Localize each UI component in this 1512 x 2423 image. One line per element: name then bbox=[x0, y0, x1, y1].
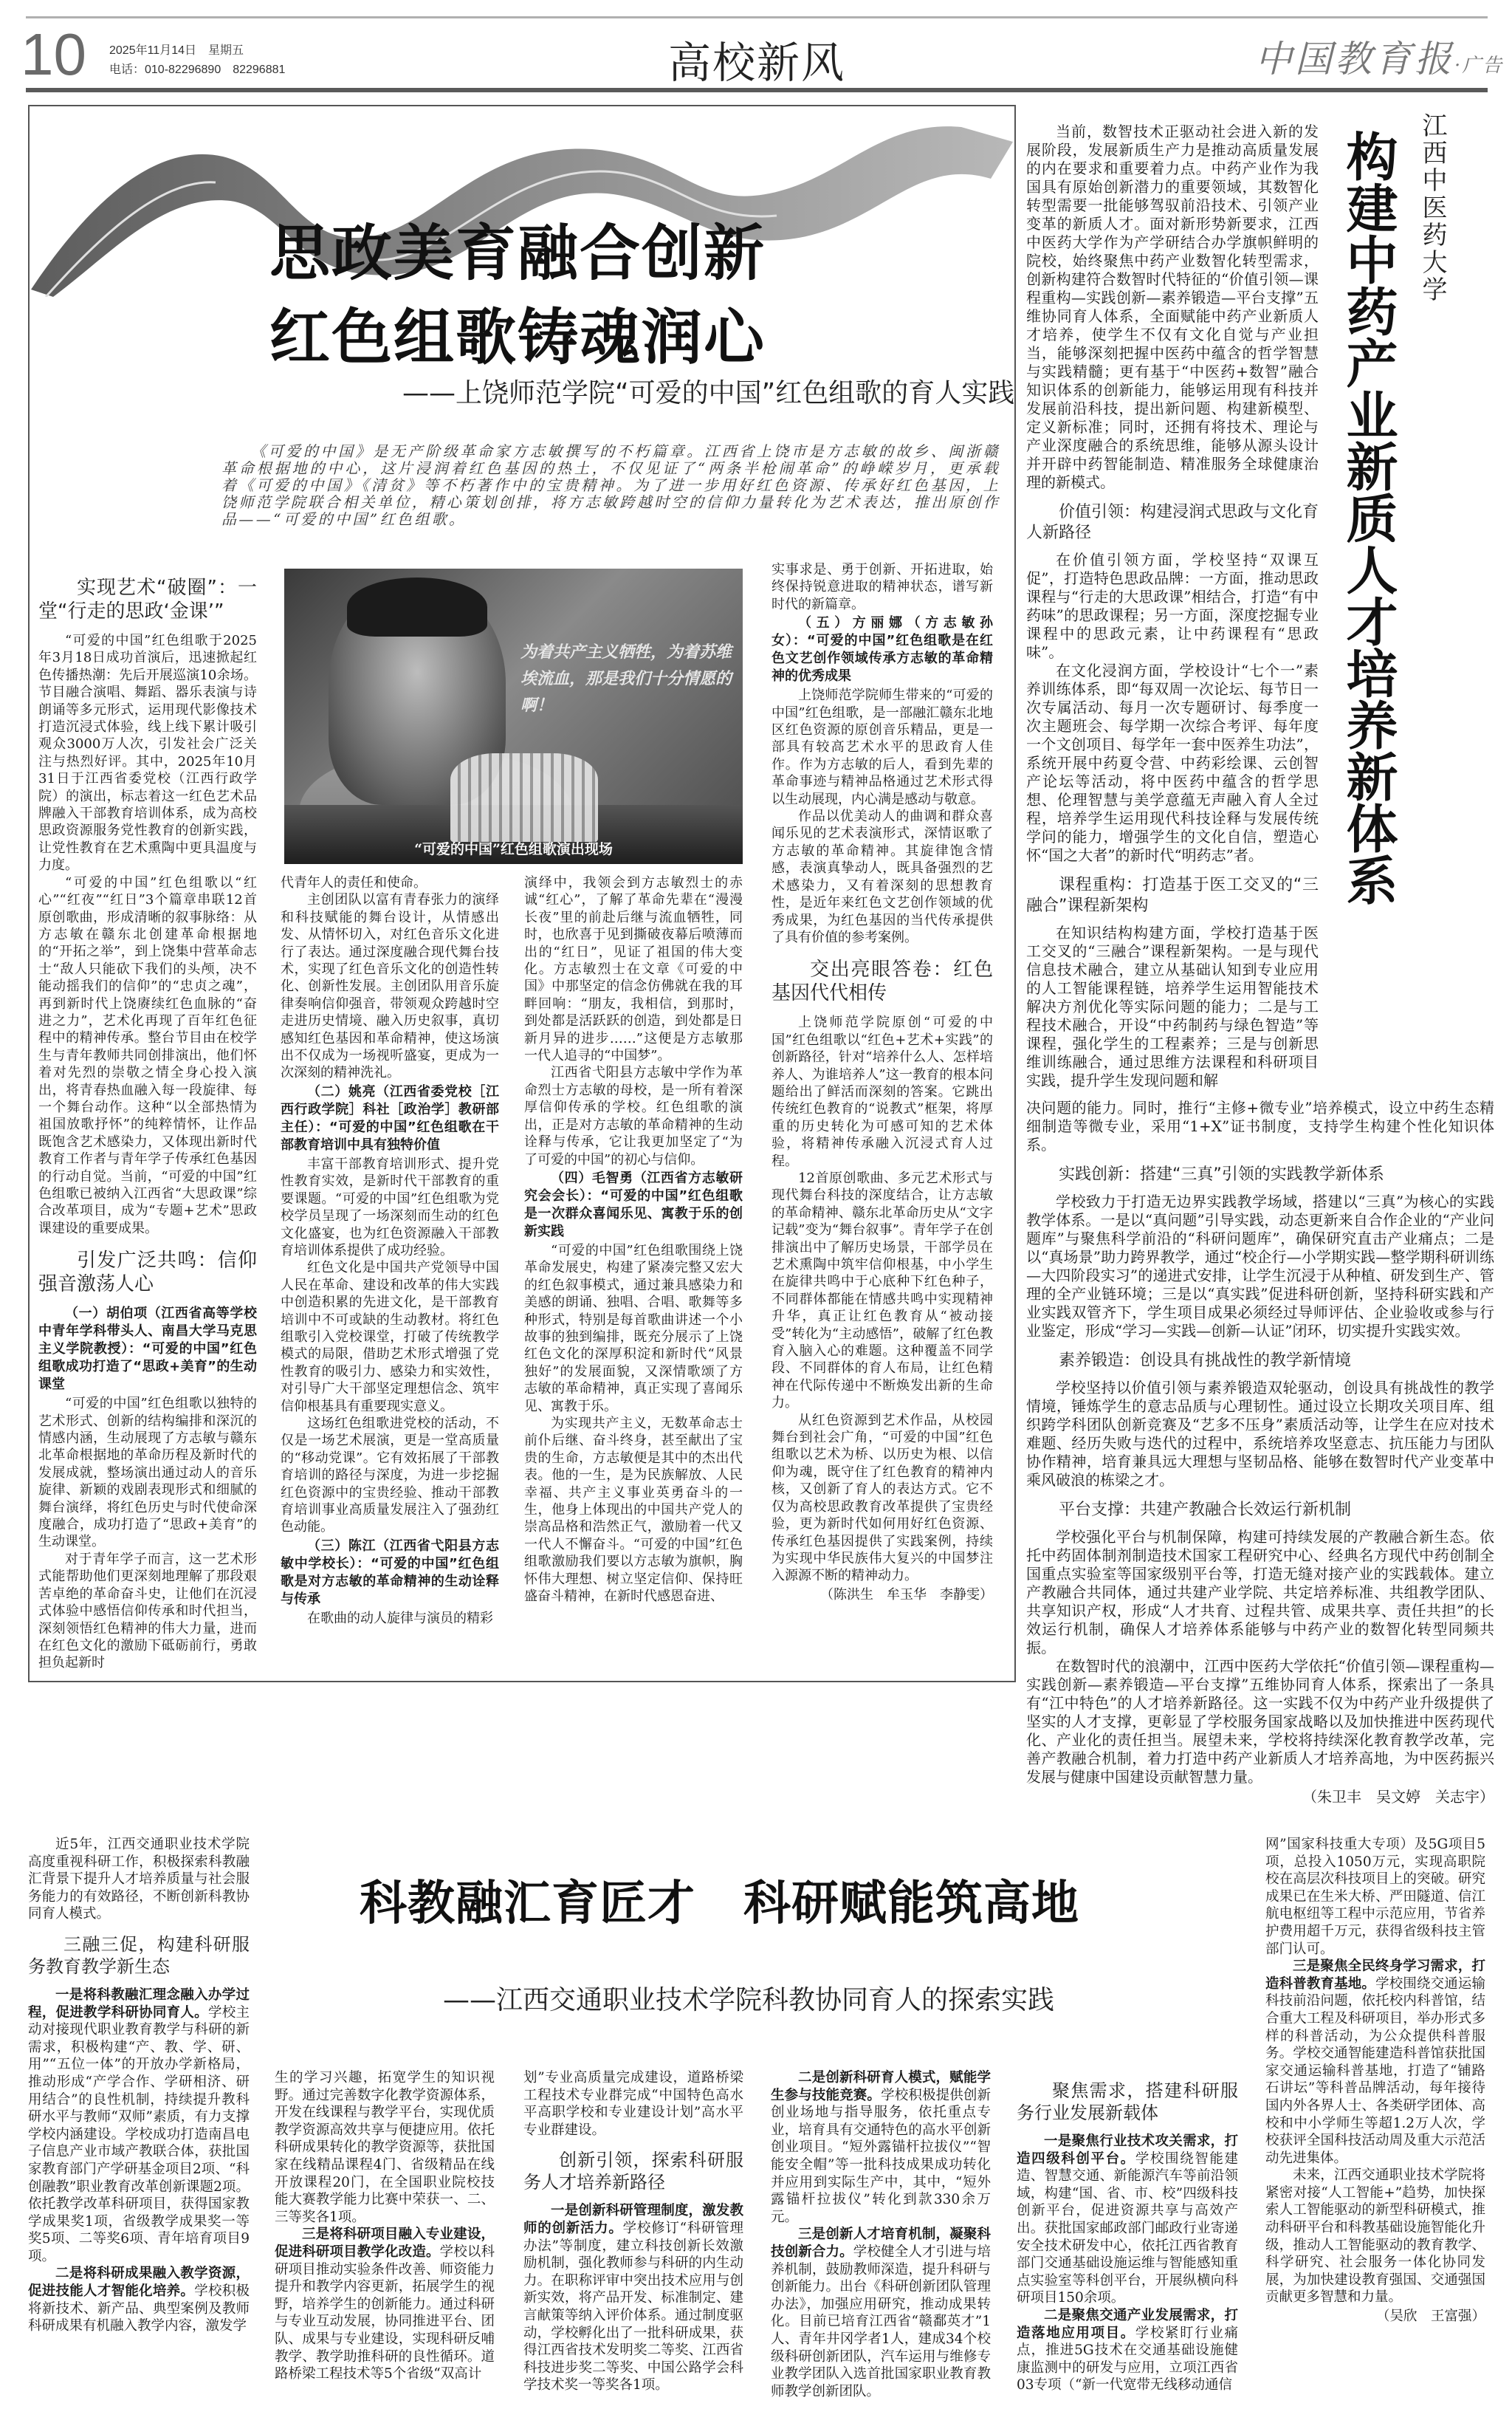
top-article-intro: 《可爱的中国》是无产阶级革命家方志敏撰写的不朽篇章。江西省上饶市是方志敏的故乡、闽浙赣革命根据地的中心，这片浸润着红色基因的热土，不仅见证了“两条半枪闹革命”的峥嵘岁月，更承载着《可爱的中国》《清贫》等不朽著作中的宝贵精神。为了进一步用好红色资源、传承好红色基因，上饶师范学院联合相关单位，精心策划创排，将方志敏跨越时空的信仰力量转化为艺术表达，推出原创作品——“可爱的中国”红色组歌。 bbox=[221, 442, 1000, 528]
paragraph: “可爱的中国”红色组歌以“红心”“红夜”“红日”3个篇章串联12首原创歌曲，形成清晰的叙事脉络：从方志敏在赣东北创建革命根据地的“开拓之举”，到上饶集中营革命志士“敌人只能砍下我们的头颅，决不能动摇我们的信仰”的“忠贞之魂”，再到新时代上饶赓续红色血脉的“奋进之力”，艺术化再现了百年红色征程中的精神传承。整台节目由在校学生与青年教师共同创排演出，他们怀着对先烈的崇敬之情全身心投入演出，将青春热血融入每一段旋律、每一个舞台动作。这种“以全部热情为祖国放歌抒怀”的纯粹情怀，让作品既饱含艺术感染力，又体现出新时代教育工作者与青年学子传承红色基因的行动自觉。当前，“可爱的中国”红色组歌已被纳入江西省“大思政课”综合改革项目，成为“专题+艺术”思政课建设的重要成果。 bbox=[38, 874, 257, 1236]
section-heading: 创新引领，探索科研服务人才培养新路径 bbox=[523, 2150, 743, 2193]
section-heading: 课程重构：打造基于医工交叉的“三融合”课程新架构 bbox=[1026, 876, 1319, 915]
paragraph-body: 学校主动对接现代职业教育教学与科研的新需求，积极构建“产、教、学、研、用”“五位一体”的开放办学新格局，推动形成“产学合作、学研相济、研用结合”的良性机制，持续提升教科研水平与教师“双师”素质，有力支撑学校内涵建设。学校成功打造南昌电子信息产业市域产教联合体，获批国家教育部门产学研基金项目2项、“科创融教”职业教育改革创新课题2项。依托教学改革科研项目，获得国家教学成果奖1项，省级教学成果奖一等奖5项、二等奖6项、青年培育项目9项。 bbox=[28, 2004, 250, 2264]
paragraph-lead: 二是聚焦交通产业发展需求，打造落地应用项目。 bbox=[1017, 2307, 1238, 2341]
subheading: （五）方丽娜（方志敏孙女）：“可爱的中国”红色组歌是在红色文艺创作领域传承方志敏的革命精神的优秀成果 bbox=[772, 615, 993, 685]
subheading: （二）姚亮（江西省委党校［江西行政学院］科社［政治学］教研部主任）：“可爱的中国”红色组歌在干部教育培训中具有独特价值 bbox=[281, 1083, 499, 1153]
paragraph: 在文化浸润方面，学校设计“七个一”素养训练体系，即“每双周一次论坛、每节日一次专属活动、每月一次专题研讨、每季度一次主题班会、每学期一次综合考评、每年度一个文创项目、每学年一套中医养生功法”，系统开展中药夏令营、中药彩绘课、云创智产论坛等活动，将中医药中蕴含的哲学思想、伦理智慧与美学意蕴无声融入育人全过程，培养学生运用现代科技诠释与发展传统学问的能力，增强学生的文化自信，塑造心怀“国之大者”的新时代“明药志”者。 bbox=[1026, 662, 1319, 864]
paragraph: 为实现共产主义，无数革命志士前仆后继、奋斗终身，甚至献出了宝贵的生命，方志敏便是其中的杰出代表。他的一生，是为民族解放、人民幸福、共产主义事业英勇奋斗的一生，他身上体现出的中国共产党人的崇高品格和浩然正气，激励着一代又一代人不懈奋斗。“可爱的中国”红色组歌激励我们要以方志敏为旗帜，胸怀伟大理想、树立坚定信仰、保持旺盛奋斗精神，在新时代感恩奋进、 bbox=[524, 1415, 743, 1605]
paragraph: 对于青年学子而言，这一艺术形式能帮助他们更深刻地理解了那段艰苦卓绝的革命奋斗史，让他们在沉浸式体验中感悟信仰传承和时代担当，深刻领悟红色精神的伟大力量，进而在红色文化的激励下砥砺前行，勇敢担负起新时 bbox=[38, 1551, 257, 1671]
bottom-article-column-6 bbox=[1265, 1836, 1485, 2326]
section-heading: 素养锻造：创设具有挑战性的教学新情境 bbox=[1059, 1351, 1352, 1370]
paragraph: 在歌曲的动人旋律与演员的精彩 bbox=[307, 1610, 493, 1626]
paragraph: 从红色资源到艺术作品，从校园舞台到社会广角，“可爱的中国”红色组歌以艺术为桥、以历史为根、以信仰为魂，既守住了红色教育的精神内核，又创新了育人的表达方式。它不仅为高校思政教育改革提供了宝贵经验，更为新时代如何用好红色资源、传承红色基因提供了实践案例，持续为实现中华民族伟大复兴的中国梦注入源源不断的精神动力。 bbox=[772, 1412, 993, 1584]
photo-caption: “可爱的中国”红色组歌演出现场 bbox=[414, 841, 613, 857]
paragraph-continued: 代青年人的责任和使命。 bbox=[281, 875, 427, 891]
paragraph-body: 学校紧盯行业痛点，推进5G技术在交通基础设施健康监测中的研发与应用，立项江西省03专项（“新一代宽带无线移动通信 bbox=[1017, 2325, 1238, 2393]
paragraph: 近5年，江西交通职业技术学院高度重视科研工作，积极探索科教融汇背景下提升人才培养质量与社会服务能力的有效路径，不断创新科教协同育人模式。 bbox=[28, 1837, 250, 1922]
paragraph bbox=[28, 2265, 250, 2334]
paragraph-continued: 生的学习兴趣，拓宽学生的知识视野。通过完善数字化教学资源体系，开发在线课程与教学平台，实现优质教学资源高效共享与便捷应用。依托科研成果转化的教学资源等，获批国家在线精品课程4门、省级精品在线开放课程20门，在全国职业院校技能大赛教学能力比赛中荣获一、二、三等奖各1项。 bbox=[275, 2070, 495, 2225]
paragraph bbox=[1017, 2133, 1238, 2307]
paragraph-body: 学校围绕智能建造、智慧交通、新能源汽车等前沿领域，构建“国、省、市、校”四级科技创新平台，促进资源共享与高效产出。获批国家邮政部门邮政行业寄递安全技术研发中心，依托江西省教育部门交通基础设施运维与智能感知重点实验室等科创平台，开展纵横向科研项目150余项。 bbox=[1017, 2150, 1238, 2306]
paragraph-lead: 三是将科研项目融入专业建设，促进科研项目教学化改造。 bbox=[275, 2227, 495, 2260]
top-article-subtitle: ——上饶师范学院“可爱的中国”红色组歌的育人实践 bbox=[402, 378, 1015, 408]
section-heading: 实现艺术“破圈”：一堂“行走的思政‘金课’” bbox=[38, 577, 257, 623]
paragraph bbox=[28, 1987, 250, 2266]
subheading: （一）胡伯项（江西省高等学校中青年学科带头人、南昌大学马克思主义学院教授）：“可爱的中国”红色组歌成功打造了“思政+美育”的生动课堂 bbox=[38, 1306, 257, 1393]
bottom-article-column-2 bbox=[275, 2069, 495, 2383]
paragraph: “可爱的中国”红色组歌于2025年3月18日成功首演后，迅速掀起红色传播热潮：先后开展巡演10余场。节目融合演唱、舞蹈、器乐表演与诗朗诵等多元形式，运用现代影像技术打造沉浸式体验，线上线下累计吸引观众3000万人次，引发社会广泛关注与热烈好评。其中，2025年10月31日于江西省委党校（江西行政学院）的演出，标志着这一红色艺术品牌融入干部教育培训体系，成为高校思政资源服务党性教育的创新实践，让党性教育在艺术熏陶中更具温度与力度。 bbox=[38, 633, 257, 874]
paragraph-lead: 二是创新科研育人模式，赋能学生参与技能竞赛。 bbox=[771, 2070, 991, 2103]
paragraph bbox=[771, 2226, 991, 2400]
section-heading: 平台支撑：共建产教融合长效运行新机制 bbox=[1059, 1501, 1352, 1519]
byline: （陈洪生 牟玉华 李静雯） bbox=[820, 1586, 993, 1603]
top-article-column-2 bbox=[281, 874, 499, 1627]
paragraph: “可爱的中国”红色组歌围绕上饶革命发展史，构建了紧凑完整又宏大的红色叙事模式，通过兼具感染力和美感的朗诵、独唱、合唱、歌舞等多种形式，特别是每首歌曲讲述一个小故事的独到编排，既充分展示了上饶红色文化的深厚积淀和新时代“风景独好”的发展面貌，又深情歌颂了方志敏的革命精神，真正实现了喜闻乐见、寓教于乐。 bbox=[524, 1242, 743, 1414]
paragraph-body: 学校积极提供创新创业场地与指导服务，依托重点专业，培育具有交通特色的高水平创新创业项目。“短外露锚杆拉拔仪”“智能安全帽”等一批科技成果成功转化并应用到实际生产中，其中，“短外露锚杆拉拔仪”转化到款330余万元。 bbox=[771, 2087, 991, 2225]
paragraph-lead: 三是聚焦全民终身学习需求，打造科普教育基地。 bbox=[1265, 1958, 1485, 1992]
right-article-column-wide bbox=[1026, 1099, 1494, 1806]
paragraph-body: 学校围绕交通运输科技前沿问题，依托校内科普馆，结合重大工程及科研项目，举办形式多样的科普活动，为公众提供科普服务。学校交通智能建造科普馆获批国家交通运输科普基地，打造了“铺路石讲坛”等科普品牌活动，每年接待国内外各界人士、各类研学团体、高校和中小学师生等超1.2万人次，学校获评全国科技活动周及重大示范活动先进集体。 bbox=[1265, 1975, 1485, 2166]
paragraph-body: 学校以科研项目推动实验条件改善、师资能力提升和教学内容更新，拓展学生的视野，培养学生的创新能力。通过科研与专业互动发展，协同推进平台、团队、成果与专业建设，实现科研反哺教学、教学助推科研的良性循环。道路桥梁工程技术等5个省级“双高计 bbox=[275, 2244, 495, 2382]
paragraph-lead: 一是聚焦行业技术攻关需求，打造四级科创平台。 bbox=[1017, 2134, 1238, 2167]
paragraph: 红色文化是中国共产党领导中国人民在革命、建设和改革的伟大实践中创造积累的先进文化，是干部教育培训中不可或缺的生动教材。将红色组歌引入党校课堂，打破了传统教学模式的局限，借助艺术形式增强了党性教育的吸引力、感染力和实效性，对引导广大干部坚定理想信念、筑牢信仰根基具有重要现实意义。 bbox=[281, 1260, 499, 1414]
paragraph: 学校致力于打造无边界实践教学场域，搭建以“三真”为核心的实践教学体系。一是以“真问题”引导实践，动态更新来自合作企业的“产业问题库”与聚焦科学前沿的“科研问题库”，确保研究直击产业痛点；二是以“真场景”助力跨界教学，通过“校企行—小学期实践—整学期科研训练—大四阶段实习”的递进式安排，让学生沉浸于从种植、研发到生产、管理的全产业链环境；三是以“真实践”促进科研创新，坚持科研实践和产业实践双管齐下，学生项目成果必须经过导师评估、企业验收或参与行业鉴定，形成“学习—实践—创新—认证”闭环，切实提升实践实效。 bbox=[1026, 1193, 1494, 1340]
paragraph: 学校强化平台与机制保障，构建可持续发展的产教融合新生态。依托中药固体制剂制造技术国家工程研究中心、经典名方现代中药创制全国重点实验室等国家级别平台等，打造无缝对接产业的实践载体。建立产教融合共同体，通过共建产业学院、共定培养标准、共组教学团队、共享知识产权，形成“人才共育、过程共管、成果共享、责任共担”的长效运行机制，确保人才培养体系能够与中药产业的数智化转型同频共振。 bbox=[1026, 1528, 1494, 1656]
subheading: （四）毛智勇（江西省方志敏研究会会长）：“可爱的中国”红色组歌是一次群众喜闻乐见、寓教于乐的创新实践 bbox=[524, 1170, 743, 1239]
photo-screen-lettering: 为着共产主义牺牲，为着苏维埃流血，那是我们十分情愿的啊！ bbox=[520, 642, 732, 715]
paragraph bbox=[275, 2226, 495, 2382]
right-article-title: 构建中药产业新质人才培养新体系 bbox=[1338, 130, 1398, 905]
paragraph: 上饶师范学院原创“可爱的中国”红色组歌以“红色+艺术+实践”的创新路径，针对“培养什么人、怎样培养人、为谁培养人”这一教育的根本问题给出了鲜活而深刻的答案。它跳出传统红色教育的“说教式”框架，将厚重的历史转化为可感可知的艺术体验，将精神传承融入沉浸式育人过程。 bbox=[772, 1015, 993, 1169]
paragraph-body: 学校健全人才引进与培养机制，鼓励教师深造，提升科研与创新能力。出台《科研创新团队管理办法》，加强应用研究，推动成果转化。目前已培育江西省“赣鄱英才”1人、青年井冈学者1人，建成34个校级科研创新团队，汽车运用与维修专业教学团队入选首批国家职业教育教师教学创新团队。 bbox=[771, 2244, 991, 2399]
paragraph: 上饶师范学院师生带来的“可爱的中国”红色组歌，是一部融汇赣东北地区红色资源的原创音乐精品，更是一部具有较高艺术水平的思政育人佳作。作为方志敏的后人，看到先辈的革命事迹与精神品格通过艺术形式得以生动展现，内心满是感动与敬意。 bbox=[772, 688, 993, 807]
paragraph: 在价值引领方面，学校坚持“双课互促”，打造特色思政品牌：一方面，推动思政课程与“行走的大思政课”相结合，打造“有中药味”的思政课程；另一方面，深度挖掘专业课程中的思政元素，让中药课程有“思政味”。 bbox=[1026, 551, 1319, 661]
paragraph bbox=[1017, 2307, 1238, 2394]
portrait-hair-shape bbox=[347, 578, 487, 637]
paragraph: 当前，数智技术正驱动社会进入新的发展阶段，发展新质生产力是推动高质量发展的内在要求和重要着力点。中药产业作为我国具有原始创新潜力的重要领域，其数智化转型需要一批能够驾驭前沿技术、引领产业变革的新质人才。面对新形势新要求，江西中医药大学作为产学研结合办学旗帜鲜明的院校，始终聚焦中药产业数智化转型需求，创新构建符合数智时代特征的“价值引领—课程重构—实践创新—素养锻造—平台支撑”五维协同育人体系，全面赋能中药产业新质人才培养，使学生不仅有文化自觉与产业担当，能够深刻把握中医药中蕴含的哲学智慧与实践精髓；更有基于“中医药+数智”融合知识体系的创新能力，能够运用现有科技并发展前沿科技，提出新问题、构建新模型、定义新标准；同时，还拥有将技术、理论与产业深度融合的系统思维，能够从源头设计并开辟中药智能制造、精准服务全球健康治理的新模式。 bbox=[1026, 123, 1319, 491]
top-article-column-1 bbox=[38, 564, 257, 1672]
paragraph-continued: 划”专业高质量完成建设，道路桥梁工程技术专业群完成“中国特色高水平高职学校和专业建设计划”高水平专业群建设。 bbox=[523, 2070, 743, 2138]
right-article-column-narrow bbox=[1026, 123, 1319, 1090]
paragraph: 在知识结构构建方面，学校打造基于医工交叉的“三融合”课程新架构。一是与现代信息技术融合，建立从基础认知到专业应用的人工智能课程链，培养学生运用智能技术解决方剂优化等实际问题的能力；二是与工程技术融合，开设“中药制药与绿色智造”等课程，强化学生的工程素养；三是与创新思维训练融合，通过思维方法课程和科研项目实践，提升学生发现问题和解 bbox=[1026, 924, 1319, 1089]
section-heading: 实践创新：搭建“三真”引领的实践教学新体系 bbox=[1059, 1165, 1384, 1184]
paragraph: “可爱的中国”红色组歌以独特的艺术形式、创新的结构编排和深沉的情感内涵，生动展现了方志敏与赣东北革命根据地的革命历程及新时代的发展成就，整场演出通过动人的音乐旋律、新颖的戏剧表现形式和细腻的舞台演绎，将红色历史与时代使命深度融合，成功打造了“思政+美育”的生动课堂。 bbox=[38, 1396, 257, 1550]
paragraph-lead: 一是将科教融汇理念融入办学过程，促进教学科研协同育人。 bbox=[28, 1987, 250, 2021]
performance-photo bbox=[284, 569, 743, 864]
paragraph bbox=[771, 2069, 991, 2226]
right-article-school: 江西中医药大学 bbox=[1418, 112, 1447, 304]
masthead-top-rule bbox=[26, 16, 1488, 18]
paragraph bbox=[523, 2202, 743, 2394]
paragraph-lead: 三是创新人才培育机制，凝聚科技创新合力。 bbox=[771, 2227, 991, 2260]
issue-info bbox=[109, 41, 285, 80]
top-article-title-line2: 红色组歌铸魂润心 bbox=[269, 303, 766, 373]
bottom-article-column-1 bbox=[28, 1836, 250, 2335]
paragraph-continued: 演绎中，我领会到方志敏烈士的赤诚“红心”，了解了革命先辈在“漫漫长夜”里的前赴后继与流血牺牲，同时，也欣喜于见到撕破夜幕后喷薄而出的“红日”，见证了祖国的伟大变化。方志敏烈士在文章《可爱的中国》中那坚定的信念仿佛就在我的耳畔回响：“朋友，我相信，到那时，到处都是活跃跃的创造，到处都是日新月异的进步……”这便是方志敏那一代人追寻的“中国梦”。 bbox=[524, 875, 743, 1064]
newspaper-logo bbox=[1255, 30, 1503, 83]
paragraph-lead: 一是创新科研管理制度，激发教师的创新活力。 bbox=[523, 2203, 743, 2236]
paragraph: 12首原创歌曲、多元艺术形式与现代舞台科技的深度结合，让方志敏的革命精神、赣东北革命历史从“文字记载”变为“舞台叙事”。青年学子在创排演出中了解历史场景，干部学员在艺术熏陶中筑牢信仰根基，中小学生在旋律共鸣中于心底种下红色种子，不同群体都能在情感共鸣中实现精神升华，真正让红色教育从“被动接受”转化为“主动感悟”，破解了红色教育入脑入心的难题。这种覆盖不同学段、不同群体的育人布局，让红色精神在代际传递中不断焕发出新的生命力。 bbox=[772, 1170, 993, 1411]
section-title: 高校新风 bbox=[667, 38, 845, 88]
section-heading: 三融三促，构建科研服务教育教学新生态 bbox=[28, 1933, 250, 1977]
paragraph: 在数智时代的浪潮中，江西中医药大学依托“价值引领—课程重构—实践创新—素养锻造—平台支撑”五维协同育人体系，探索出了一条具有“江中特色”的人才培养新路径。这一实践不仅为中药产业升级提供了坚实的人才支撑，更彰显了学校服务国家战略以及加快推进中医药现代化、产业化的责任担当。展望未来，学校将持续深化教育教学改革，完善产教融合机制，着力打造中药产业新质人才培养高地，为中医药振兴发展与健康中国建设贡献智慧力量。 bbox=[1026, 1657, 1494, 1786]
paragraph: 江西省弋阳县方志敏中学作为革命烈士方志敏的母校，是一所有着深厚信仰传承的学校。红色组歌的演出，正是对方志敏的革命精神的生动诠释与传承，它让我更加坚定了“为了可爱的中国”的初心与信仰。 bbox=[524, 1065, 743, 1168]
paragraph: 这场红色组歌进党校的活动，不仅是一场艺术展演，更是一堂高质量的“移动党课”。它有效拓展了干部教育培训的路径与深度，为进一步挖掘红色资源中的宝贵经验、推动干部教育培训事业高质量发展注入了强劲红色动能。 bbox=[281, 1415, 499, 1535]
top-article-column-3 bbox=[524, 874, 743, 1605]
bottom-article-column-3 bbox=[523, 2069, 743, 2394]
paragraph bbox=[1265, 1958, 1485, 2167]
issue-date: 2025年11月14日 星期五 bbox=[109, 44, 244, 57]
bottom-article-subtitle: ——江西交通职业技术学院科教协同育人的探索实践 bbox=[443, 1985, 1055, 2015]
performers-group bbox=[450, 753, 598, 842]
phone-numbers: 电话：010-82296890 82296881 bbox=[109, 64, 286, 76]
section-heading: 交出亮眼答卷：红色基因代代相传 bbox=[772, 959, 993, 1005]
paragraph: 丰富干部教育培训形式、提升党性教育实效，是新时代干部教育的重要课题。“可爱的中国”红色组歌为党校学员呈现了一场深刻而生动的红色文化盛宴，也为红色资源融入干部教育培训体系提供了成功经验。 bbox=[281, 1156, 499, 1258]
masthead-bottom-rule bbox=[26, 88, 1488, 92]
section-heading: 引发广泛共鸣：信仰强音激荡人心 bbox=[38, 1250, 257, 1296]
paragraph: 作品以优美动人的曲调和群众喜闻乐见的艺术表演形式，深情讴歌了方志敏的革命精神。其旋律饱含情感，表演真挚动人，既具备强烈的艺术感染力，又有着深刻的思想教育性，是近年来红色文艺创作领域的优秀成果，为红色基因的当代传承提供了具有价值的参考案例。 bbox=[772, 809, 993, 945]
section-heading: 聚焦需求，搭建科研服务行业发展新载体 bbox=[1017, 2080, 1238, 2123]
bottom-article-column-5 bbox=[1017, 2069, 1238, 2394]
paragraph-body: 学校修订“科研管理办法”等制度，建立科技创新长效激励机制，强化教师参与科研的内生动力。在职称评审中突出技术应用与创新实效，将产品开发、标准制定、建言献策等纳入评价体系。通过制度驱动，学校孵化出了一批科研成果，获得江西省技术发明奖二等奖、江西省科技进步奖二等奖、中国公路学会科学技术奖一等奖各1项。 bbox=[523, 2220, 743, 2393]
bottom-article-title: 科教融汇育匠才 科研赋能筑高地 bbox=[360, 1877, 1079, 1931]
paragraph-lead: 二是将科研成果融入教学资源，促进技能人才智能化培养。 bbox=[28, 2266, 250, 2300]
top-article-title-line1: 思政美育融合创新 bbox=[269, 219, 766, 289]
page-number: 10 bbox=[21, 21, 86, 87]
byline: （吴欣 王富强） bbox=[1375, 2309, 1485, 2325]
subheading: （三）陈江（江西省弋阳县方志敏中学校长）：“可爱的中国”红色组歌是对方志敏的革命精神的生动诠释与传承 bbox=[281, 1538, 499, 1607]
paragraph: 主创团队以富有青春张力的演绎和科技赋能的舞台设计，从情感出发、从情怀切入，对红色音乐文化进行了表达。通过深度融合现代舞台技术，实现了红色音乐文化的创造性转化、创新性发展。主创团队用音乐旋律奏响信仰强音，带领观众跨越时空走进历史情境、融入历史叙事，真切感知红色基因和革命精神，使这场演出不仅成为一场视听盛宴，更成为一次深刻的精神洗礼。 bbox=[281, 892, 499, 1081]
paragraph: 未来，江西交通职业技术学院将紧密对接“人工智能+”趋势，加快探索人工智能驱动的新型科研模式，推动科研平台和科教基础设施智能化升级，推动人工智能驱动的教育教学、科学研究、社会服务一体化协同发展，为加快建设教育强国、交通强国贡献更多智慧和力量。 bbox=[1265, 2167, 1485, 2306]
paragraph-continued: 网”国家科技重大专项）及5G项目5项，总投入1050万元，实现高职院校在高层次科技项目上的突破。研究成果已在生米大桥、严田隧道、信江航电枢纽等工程中示范应用，节省养护费用超千万元，获得省级科技主管部门认可。 bbox=[1265, 1837, 1485, 1957]
byline: （朱卫丰 吴文婷 关志宇） bbox=[1302, 1788, 1494, 1806]
logo-text: 中国教育报 bbox=[1255, 38, 1454, 80]
paragraph-continued: 实事求是、勇于创新、开拓进取，始终保持锐意进取的精神状态，谱写新时代的新篇章。 bbox=[772, 562, 993, 612]
bottom-article-column-4 bbox=[771, 2069, 991, 2400]
section-heading: 价值引领：构建浸润式思政与文化育人新路径 bbox=[1026, 503, 1319, 542]
paragraph-continued: 决问题的能力。同时，推行“主修+微专业”培养模式，设立中药生态精细制造等微专业，采用“1+X”证书制度，支持学生构建个性化知识体系。 bbox=[1026, 1099, 1494, 1154]
top-article-column-4 bbox=[772, 561, 993, 1603]
paragraph-body: 学校积极将新技术、新产品、典型案例及教师科研成果有机融入教学内容，激发学 bbox=[28, 2283, 250, 2334]
paragraph: 学校坚持以价值引领与素养锻造双轮驱动，创设具有挑战性的教学情境，锤炼学生的意志品质与心理韧性。通过设立长期攻关项目库、组织跨学科团队创新竞赛及“艺多不压身”素质活动等，让学生在应对技术难题、经历失败与迭代的过程中，系统培养攻坚意志、抗压能力与团队协作精神，培育兼具远大理想与坚韧品格、能够在数智时代产业变革中乘风破浪的栋梁之才。 bbox=[1026, 1379, 1494, 1489]
logo-suffix: ·广告 bbox=[1454, 55, 1504, 77]
